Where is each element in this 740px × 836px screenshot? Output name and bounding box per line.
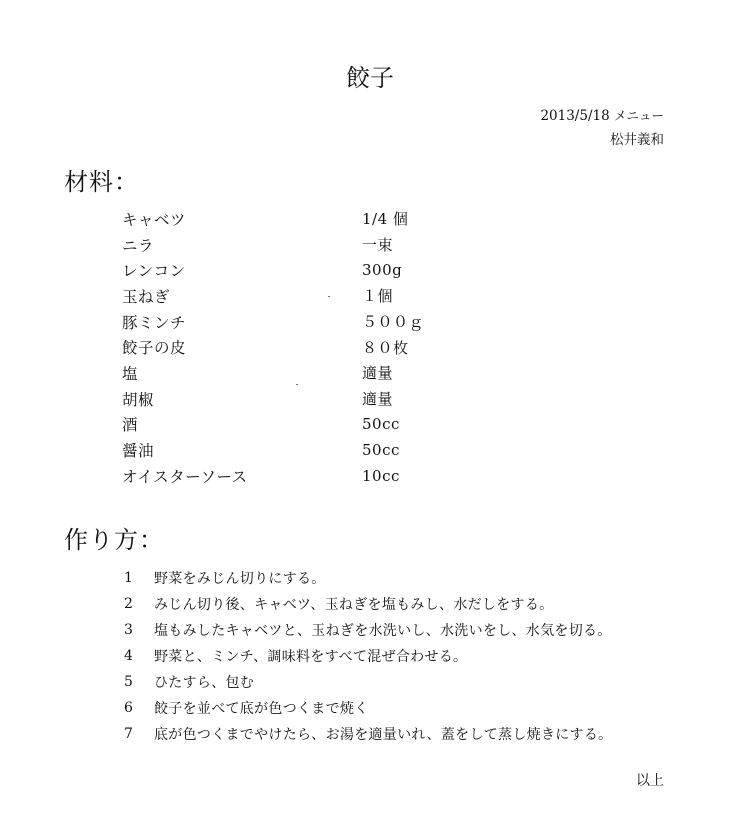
step-number: 2	[124, 596, 133, 612]
step-number: 1	[124, 570, 133, 586]
author-name: 松井義和	[610, 132, 664, 148]
step-text: ひたすら、包む	[154, 675, 255, 691]
ingredient-quantity: 一束	[362, 236, 394, 255]
step-number: 4	[124, 648, 133, 664]
ingredient-name: ニラ	[122, 236, 155, 255]
closing-mark: 以上	[636, 773, 664, 789]
ingredient-list	[122, 206, 542, 489]
ingredient-row	[122, 309, 542, 335]
ingredient-name: 胡椒	[122, 390, 155, 409]
ingredient-quantity: ５００ｇ	[362, 313, 425, 332]
ingredient-row	[122, 283, 542, 309]
ingredient-row	[122, 386, 542, 412]
ingredient-row	[122, 412, 542, 438]
ingredient-name: 豚ミンチ	[122, 313, 187, 332]
ingredient-quantity: 10cc	[362, 466, 400, 485]
ingredient-name: 醤油	[122, 442, 155, 461]
step-row	[124, 565, 684, 591]
ingredient-name: キャベツ	[122, 210, 187, 229]
ingredient-name: レンコン	[122, 262, 186, 281]
ingredient-name: 塩	[122, 364, 139, 383]
ingredient-name: 餃子の皮	[122, 339, 187, 358]
step-text: 餃子を並べて底が色つくまで焼く	[154, 701, 369, 717]
step-row	[124, 721, 684, 747]
ingredient-row	[122, 206, 542, 232]
step-text: 塩もみしたキャベツと、玉ねぎを水洗いし、水洗いをし、水気を切る。	[154, 623, 612, 639]
page-title: 餃子	[346, 64, 394, 92]
ingredient-row	[122, 334, 542, 360]
step-number: 5	[124, 674, 133, 690]
ingredient-row	[122, 232, 542, 258]
date-line	[540, 106, 664, 126]
ingredient-row	[122, 360, 542, 386]
ingredient-quantity: ８０枚	[362, 338, 409, 357]
ingredient-quantity: １個	[362, 287, 394, 306]
materials-heading: 材料：	[64, 168, 139, 196]
ingredient-quantity: 1/4 個	[362, 210, 409, 229]
ingredient-row	[122, 257, 542, 283]
step-row	[124, 695, 684, 721]
step-row	[124, 617, 684, 643]
step-number: 6	[124, 700, 133, 716]
ingredient-quantity: 50cc	[362, 415, 400, 434]
scan-speck	[328, 296, 330, 297]
step-text: みじん切り後、キャベツ、玉ねぎを塩もみし、水だしをする。	[154, 597, 554, 613]
scan-speck	[296, 384, 298, 385]
step-row	[124, 643, 684, 669]
ingredient-name: 玉ねぎ	[122, 287, 171, 306]
step-number: 7	[124, 726, 133, 742]
method-heading: 作り方：	[64, 526, 164, 554]
step-row	[124, 669, 684, 695]
document-date: 2013/5/18	[540, 108, 610, 124]
step-number: 3	[124, 622, 133, 638]
menu-label: メニュー	[613, 108, 664, 123]
step-text: 底が色つくまでやけたら、お湯を適量いれ、蓋をして蒸し焼きにする。	[154, 727, 613, 743]
ingredient-name: オイスターソース	[122, 467, 248, 486]
step-text: 野菜と、ミンチ、調味料をすべて混ぜ合わせる。	[154, 649, 468, 665]
ingredient-quantity: 300g	[362, 261, 403, 280]
ingredient-name: 酒	[122, 416, 139, 435]
ingredient-quantity: 50cc	[362, 441, 400, 460]
step-list	[124, 565, 684, 747]
ingredient-quantity: 適量	[362, 364, 394, 383]
step-text: 野菜をみじん切りにする。	[154, 571, 326, 587]
ingredient-row	[122, 437, 542, 463]
step-row	[124, 591, 684, 617]
ingredient-row	[122, 463, 542, 489]
ingredient-quantity: 適量	[362, 390, 394, 409]
